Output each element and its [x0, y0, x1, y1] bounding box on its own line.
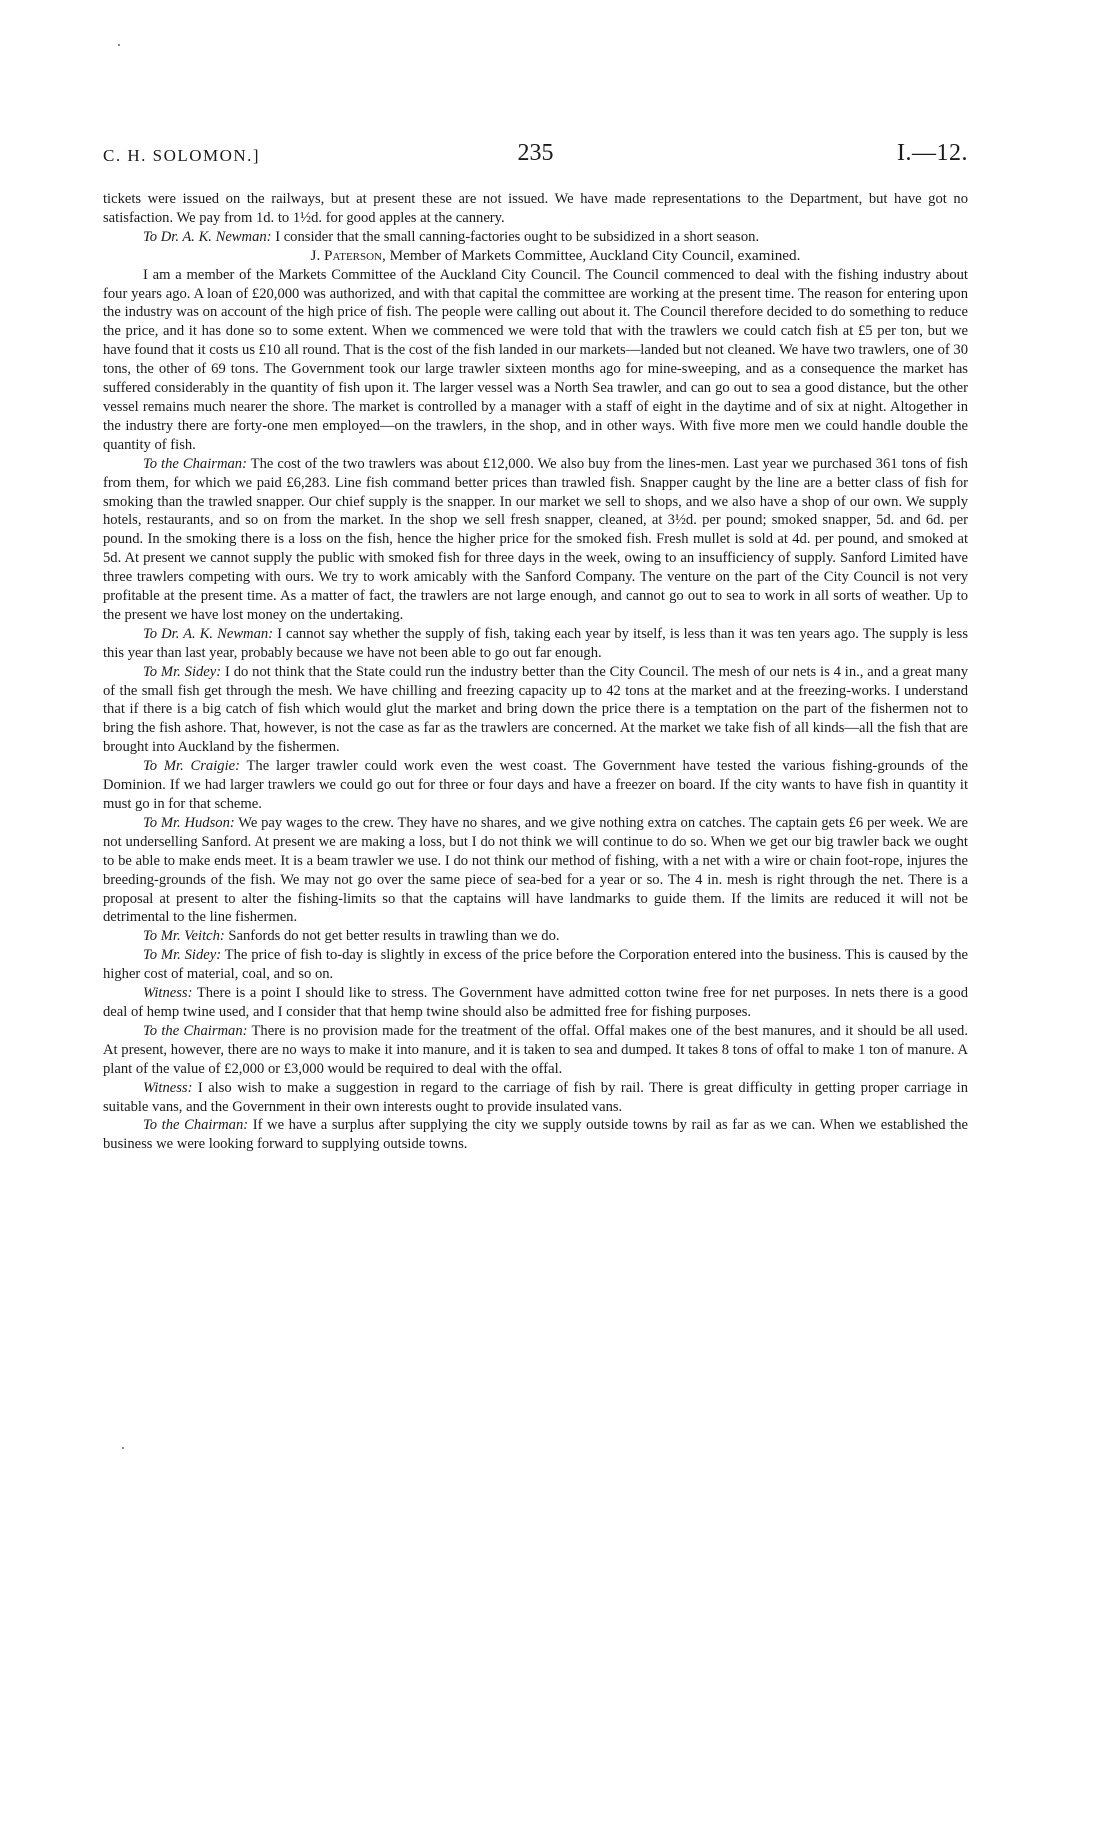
paragraph-text: I also wish to make a suggestion in regard to the carriage of fish by rail. There is great difficulty in getting proper carriage in suitable vans, and the Government in their own interests ought to provide insulated vans.	[103, 1079, 968, 1115]
paragraph-text: I am a member of the Markets Committee of the Auckland City Council. The Council commenced to deal with the fishing industry about four years ago. A loan of £20,000 was authorized, and with that capital the committee are working at the present time. The reason for entering upon the industry was on account of the high price of fish. The people were calling out about it. The Council therefore decided to do something to reduce the price, and it has done so to some extent. When we commenced we were told that with the trawlers we could catch fish at £5 per ton, but we have found that it costs us £10 all round. That is the cost of the fish landed in our markets—landed but not cleaned. We have two trawlers, one of 30 tons, the other of 69 tons. The Government took our large trawler sixteen months ago for mine-sweeping, and as a consequence the market has suffered considerably in the quantity of fish upon it. The larger vessel was a North Sea trawler, and can go out to sea a good distance, but the other vessel remains much nearer the shore. The market is controlled by a manager with a staff of eight in the daytime and of six at night. Altogether in the industry there are forty-one men employed—on the trawlers, in the shop, and in other ways. With five more men we could handle double the quantity of fish.	[103, 266, 968, 453]
paragraph-text: We pay wages to the crew. They have no shares, and we give nothing extra on catches. The captain gets £6 per week. We are not underselling Sanford. At present we are making a loss, but I do not think we will continue to do so. When we get our big trawler back we ought to be able to make ends meet. It is a beam trawler we use. I do not think our method of fishing, with a net with a wire or chain foot-rope, injures the breeding-grounds of the fish. We may not go over the same piece of sea-bed for a year or so. The 4 in. mesh is right through the net. There is a proposal at present to alter the fishing-limits so that the captains will have landmarks to guide them. If the limits are reduced it will not be detrimental to the line fishermen.	[103, 814, 968, 926]
scan-speck	[122, 1447, 124, 1449]
page-number: 235	[517, 140, 554, 166]
addressee: To the Chairman:	[143, 1117, 249, 1134]
paragraph-text: tickets were issued on the railways, but at present these are not issued. We have made representations to the Department, but have got no satisfaction. We pay from 1d. to 1½d. for good apples at the cannery.	[103, 191, 968, 226]
testimony-paragraph	[103, 455, 968, 625]
body-text	[103, 190, 968, 1154]
paragraph	[103, 190, 968, 228]
addressee: To the Chairman:	[143, 1022, 248, 1039]
testimony-paragraph	[103, 814, 968, 927]
testimony-paragraph	[103, 757, 968, 814]
addressee: To Mr. Sidey:	[143, 663, 222, 680]
testimony-paragraph	[103, 266, 968, 455]
paragraph	[103, 228, 968, 247]
paragraph-text: Sanfords do not get better results in trawling than we do.	[224, 928, 560, 945]
witness-name: J. Paterson	[310, 246, 383, 264]
testimony-paragraph	[103, 625, 968, 663]
paragraph-text: The cost of the two trawlers was about £12,000. We also buy from the lines-men. Last year we purchased 361 tons of fish from them, for which we paid £6,283. Line fish command better prices than trawled fish. Snapper caught by the line are a better class of fish for smoking than the trawled snapper. Our chief supply is the snapper. In our market we sell to shops, and we also have a shop of our own. We supply hotels, restaurants, and so on from the market. In the shop we sell fresh snapper, cleaned, at 3½d. per pound; smoked snapper, 5d. and 6d. per pound. In the smoking there is a loss on the fish, hence the higher price for the smoked fish. Fresh mullet is sold at 4d. per pound, and smoked at 5d. At present we cannot supply the public with smoked fish for three days in the week, owing to an insufficiency of supply. Sanford Limited have three trawlers competing with ours. We try to work amicably with the Sanford Company. The venture on the part of the City Council is not very profitable at the present time. As a matter of fact, the trawlers are not large enough, and cannot go out to sea to work in all sorts of weather. Up to the present we have lost money on the undertaking.	[103, 455, 968, 623]
addressee: To Mr. Hudson:	[143, 814, 235, 831]
paragraph-text: There is a point I should like to stress. The Government have admitted cotton twine free for net purposes. In nets there is a good deal of hemp twine used, and I consider that that hemp twine should also be admitted free for fishing purposes.	[103, 985, 968, 1020]
addressee: To Dr. A. K. Newman:	[143, 625, 274, 642]
addressee: To Dr. A. K. Newman:	[143, 228, 272, 245]
header-witness-name: C. H. SOLOMON.]	[103, 146, 261, 165]
addressee: To the Chairman:	[143, 455, 247, 472]
addressee: To Mr. Sidey:	[143, 947, 222, 964]
scan-speck	[118, 44, 120, 46]
testimony-paragraph	[103, 927, 968, 946]
page-header	[103, 140, 968, 172]
testimony-paragraph	[103, 946, 968, 984]
addressee: To Mr. Veitch:	[143, 928, 225, 945]
addressee: To Mr. Craigie:	[143, 758, 240, 775]
paragraph-text: The larger trawler could work even the west coast. The Government have tested the various fishing-grounds of the Dominion. If we had larger trawlers we could go out for three or four days and have a freezer on board. If the city wants to have fish in quantity it must go in for that scheme.	[103, 758, 968, 812]
testimony-paragraph	[103, 1079, 968, 1117]
witness-heading	[103, 247, 968, 266]
paragraph-text: The price of fish to-day is slightly in excess of the price before the Corporation entered into the business. This is caused by the higher cost of material, coal, and so on.	[103, 947, 969, 983]
testimony-paragraph	[103, 1022, 968, 1079]
testimony-paragraph	[103, 1116, 968, 1154]
paragraph-text: There is no provision made for the treatment of the offal. Offal makes one of the best manures, and it should be all used. At present, however, there are no ways to make it into manure, and it is taken to sea and dumped. It takes 8 tons of offal to make 1 ton of manure. A plant of the value of £2,000 or £3,000 would be required to deal with the offal.	[103, 1022, 968, 1077]
document-code: I.—12.	[897, 140, 968, 166]
paragraph-text: I consider that the small canning-factories ought to be subsidized in a short season.	[271, 228, 760, 245]
addressee: Witness:	[143, 1079, 193, 1096]
paragraph-text: I do not think that the State could run the industry better than the City Council. The mesh of our nets is 4 in., and a great many of the small fish get through the mesh. We have chilling and freezing capacity up to 42 tons at the market and at the freezing-works. I understand that if there is a big catch of fish which would glut the market and bring down the price there is a temptation on the part of the fishermen not to bring the fish ashore. That, however, is not the case as far as the trawlers are concerned. At the market we take fish of all kinds—all the fish that are brought into Auckland by the fishermen.	[103, 663, 968, 756]
paragraph-text: If we have a surplus after supplying the city we supply outside towns by rail as far as we can. When we established the business we were looking forward to supplying outside towns.	[103, 1117, 968, 1153]
testimony-paragraph	[103, 984, 968, 1022]
testimony-paragraph	[103, 663, 968, 758]
paragraph-text: I cannot say whether the supply of fish, taking each year by itself, is less than it was ten years ago. The supply is less this year than last year, probably because we have not been able to go out far enough.	[103, 625, 968, 661]
witness-heading-text: , Member of Markets Committee, Auckland City Council, examined.	[382, 246, 801, 264]
addressee: Witness:	[143, 985, 193, 1002]
